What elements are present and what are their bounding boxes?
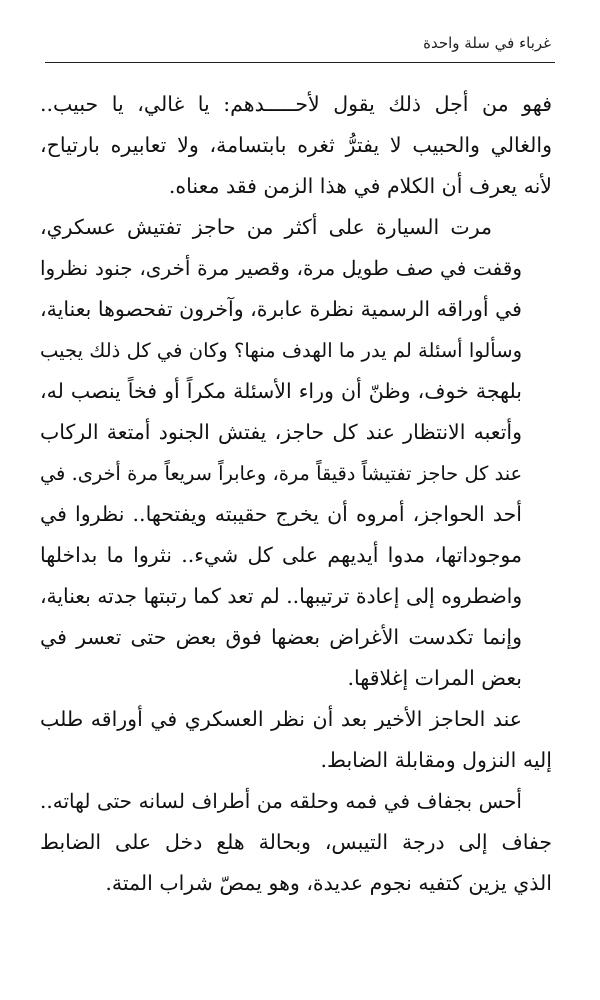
paragraph-3 bbox=[40, 699, 552, 781]
paragraph-4 bbox=[40, 781, 552, 904]
text-line: فهو من أجل ذلك يقول لأحـــــدهم: يا غالي، يا حبيب.. bbox=[40, 92, 552, 116]
text-line: موجوداتها، مدوا أيديهم على كل شيء.. نثروا ما بداخلها bbox=[40, 543, 522, 567]
text-line: واضطروه إلى إعادة ترتيبها.. لم تعد كما رتبتها جدته بعناية، bbox=[40, 584, 522, 608]
text-line: مرت السيارة على أكثر من حاجز تفتيش عسكري، bbox=[40, 215, 492, 239]
text-line: إليه النزول ومقابلة الضابط. bbox=[320, 748, 552, 772]
text-line: عند الحاجز الأخير بعد أن نظر العسكري في أوراقه طلب bbox=[40, 707, 522, 731]
text-line: وقفت في صف طويل مرة، وقصير مرة أخرى، جنود نظروا bbox=[40, 256, 522, 280]
running-header bbox=[45, 32, 555, 63]
text-line: في أوراقه الرسمية نظرة عابرة، وآخرون تفحصوها بعناية، bbox=[40, 297, 522, 321]
text-line: وأتعبه الانتظار عند كل حاجز، يفتش الجنود أمتعة الركاب bbox=[40, 420, 522, 444]
text-line: لأنه يعرف أن الكلام في هذا الزمن فقد معناه. bbox=[168, 174, 552, 198]
text-line: جفاف إلى درجة التيبس، وبحالة هلع دخل على الضابط bbox=[40, 830, 552, 854]
text-line: بعض المرات إغلاقها. bbox=[347, 666, 522, 690]
text-line: الذي يزين كتفيه نجوم عديدة، وهو يمصّ شراب المتة. bbox=[105, 871, 552, 895]
text-line: بلهجة خوف، وظنّ أن وراء الأسئلة مكراً أو فخاً ينصب له، bbox=[40, 379, 522, 403]
text-line: أحس بجفاف في فمه وحلقه من أطراف لسانه حتى لهاته.. bbox=[40, 789, 522, 813]
text-line: وسألوا أسئلة لم يدر ما الهدف منها؟ وكان في كل ذلك يجيب bbox=[40, 339, 522, 362]
running-title: غرباء في سلة واحدة bbox=[423, 34, 551, 52]
text-line: أحد الحواجز، أمروه أن يخرج حقيبته ويفتحها.. نظروا في bbox=[40, 502, 522, 526]
text-line: والغالي والحبيب لا يفترُّ ثغره بابتسامة، ولا تعابيره بارتياح، bbox=[40, 133, 552, 157]
body-text bbox=[40, 84, 552, 904]
text-line: وإنما تكدست الأغراض بعضها فوق بعض حتى تعسر في bbox=[40, 625, 522, 649]
text-line: عند كل حاجز تفتيشاً دقيقاً مرة، وعابراً سريعاً مرة أخرى. في bbox=[40, 462, 522, 485]
paragraph-1 bbox=[40, 84, 552, 207]
paragraph-2 bbox=[40, 207, 552, 699]
